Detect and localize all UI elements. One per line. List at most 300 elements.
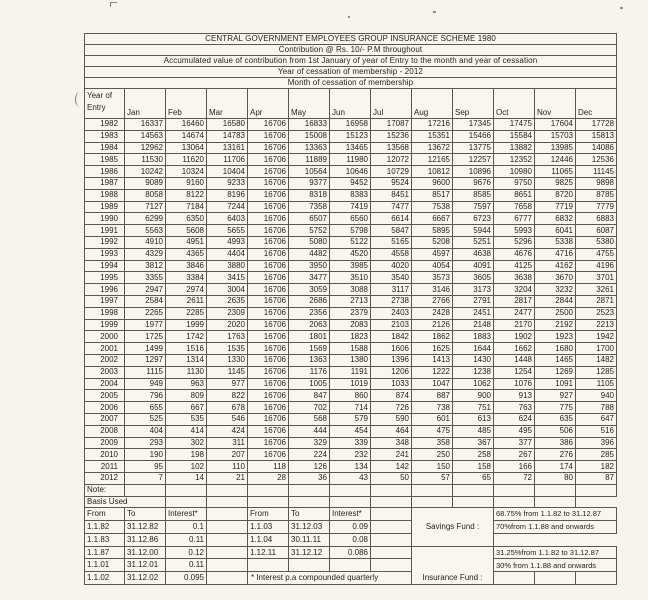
value-cell: 1130 bbox=[166, 366, 207, 378]
value-cell: 414 bbox=[166, 425, 207, 437]
value-cell: 396 bbox=[576, 437, 617, 449]
interest1-rate: 0.11 bbox=[166, 559, 207, 572]
value-cell: 5165 bbox=[371, 236, 412, 248]
value-cell: 2126 bbox=[412, 319, 453, 331]
value-cell: 16706 bbox=[248, 130, 289, 142]
value-cell: 6883 bbox=[576, 213, 617, 225]
value-cell: 678 bbox=[207, 402, 248, 414]
value-cell: 3540 bbox=[371, 272, 412, 284]
value-cell: 285 bbox=[576, 449, 617, 461]
value-cell: 3605 bbox=[453, 272, 494, 284]
value-cell: 11706 bbox=[207, 154, 248, 166]
value-cell: 5380 bbox=[576, 236, 617, 248]
value-cell: 3573 bbox=[412, 272, 453, 284]
value-cell: 601 bbox=[412, 413, 453, 425]
value-cell: 16706 bbox=[248, 142, 289, 154]
value-cell: 1285 bbox=[576, 366, 617, 378]
value-cell: 2356 bbox=[289, 307, 330, 319]
value-cell: 1569 bbox=[289, 343, 330, 355]
value-cell: 329 bbox=[289, 437, 330, 449]
value-cell: 16706 bbox=[248, 354, 289, 366]
table-row bbox=[85, 260, 617, 272]
savings-fund-rate-2: 70%from 1.1.88 and onwards bbox=[494, 521, 617, 534]
value-cell: 80 bbox=[535, 472, 576, 484]
value-cell: 1499 bbox=[125, 343, 166, 355]
table-row bbox=[85, 366, 617, 378]
value-cell: 475 bbox=[412, 425, 453, 437]
value-cell: 1862 bbox=[412, 331, 453, 343]
value-cell: 2083 bbox=[330, 319, 371, 331]
value-cell: 14674 bbox=[166, 130, 207, 142]
value-cell: 311 bbox=[207, 437, 248, 449]
value-cell: 444 bbox=[289, 425, 330, 437]
value-cell: 3355 bbox=[125, 272, 166, 284]
value-cell: 21 bbox=[207, 472, 248, 484]
value-cell: 95 bbox=[125, 461, 166, 473]
table-row bbox=[85, 307, 617, 319]
value-cell: 454 bbox=[330, 425, 371, 437]
value-cell: 10564 bbox=[289, 166, 330, 178]
value-cell: 16460 bbox=[166, 119, 207, 131]
value-cell: 7538 bbox=[412, 201, 453, 213]
year-cell: 1997 bbox=[85, 295, 125, 307]
interest1-rate: 0.095 bbox=[166, 572, 207, 585]
year-cell: 2004 bbox=[85, 378, 125, 390]
interest2-from: 1.12.11 bbox=[248, 546, 289, 559]
footer-section bbox=[85, 484, 617, 584]
value-cell: 5655 bbox=[207, 225, 248, 237]
year-cell: 1993 bbox=[85, 248, 125, 260]
value-cell: 15123 bbox=[330, 130, 371, 142]
value-cell: 15466 bbox=[453, 130, 494, 142]
title-row bbox=[85, 34, 617, 45]
value-cell: 6667 bbox=[412, 213, 453, 225]
value-cell: 5944 bbox=[453, 225, 494, 237]
value-cell: 16706 bbox=[248, 307, 289, 319]
value-cell: 8451 bbox=[371, 189, 412, 201]
month-header: Dec bbox=[576, 89, 617, 119]
value-cell: 5296 bbox=[494, 236, 535, 248]
savings-fund-label: Savings Fund : bbox=[412, 508, 494, 546]
value-cell: 190 bbox=[125, 449, 166, 461]
value-cell: 949 bbox=[125, 378, 166, 390]
interest1-to: 31.12.82 bbox=[125, 521, 166, 534]
value-cell: 424 bbox=[207, 425, 248, 437]
value-cell: 8383 bbox=[330, 189, 371, 201]
scan-speck bbox=[110, 2, 117, 7]
value-cell: 6614 bbox=[371, 213, 412, 225]
value-cell: 36 bbox=[289, 472, 330, 484]
table-row bbox=[85, 331, 617, 343]
value-cell: 10242 bbox=[125, 166, 166, 178]
value-cell: 1363 bbox=[289, 354, 330, 366]
value-cell: 977 bbox=[207, 378, 248, 390]
interest1-to: 31.12.86 bbox=[125, 533, 166, 546]
value-cell: 667 bbox=[166, 402, 207, 414]
value-cell: 788 bbox=[576, 402, 617, 414]
value-cell: 4716 bbox=[535, 248, 576, 260]
value-cell: 546 bbox=[207, 413, 248, 425]
value-cell: 3173 bbox=[453, 284, 494, 296]
value-cell: 258 bbox=[453, 449, 494, 461]
value-cell: 1145 bbox=[207, 366, 248, 378]
table-row bbox=[85, 354, 617, 366]
value-cell: 822 bbox=[207, 390, 248, 402]
value-cell: 15236 bbox=[371, 130, 412, 142]
value-cell: 7658 bbox=[494, 201, 535, 213]
value-cell: 913 bbox=[494, 390, 535, 402]
value-cell: 3384 bbox=[166, 272, 207, 284]
value-cell: 1330 bbox=[207, 354, 248, 366]
value-cell: 2477 bbox=[494, 307, 535, 319]
table-row bbox=[85, 166, 617, 178]
value-cell: 5338 bbox=[535, 236, 576, 248]
value-cell: 8720 bbox=[535, 189, 576, 201]
value-cell: 1297 bbox=[125, 354, 166, 366]
value-cell: 10812 bbox=[412, 166, 453, 178]
value-cell: 7244 bbox=[207, 201, 248, 213]
value-cell: 102 bbox=[166, 461, 207, 473]
year-cell: 1990 bbox=[85, 213, 125, 225]
value-cell: 15351 bbox=[412, 130, 453, 142]
year-cell: 2010 bbox=[85, 449, 125, 461]
value-cell: 3812 bbox=[125, 260, 166, 272]
value-cell: 11980 bbox=[330, 154, 371, 166]
value-cell: 28 bbox=[248, 472, 289, 484]
year-cell: 2011 bbox=[85, 461, 125, 473]
value-cell: 15008 bbox=[289, 130, 330, 142]
year-cell: 2005 bbox=[85, 390, 125, 402]
basis-used-row bbox=[85, 496, 617, 508]
month-header: Jan bbox=[125, 89, 166, 119]
value-cell: 72 bbox=[494, 472, 535, 484]
value-cell: 1448 bbox=[494, 354, 535, 366]
value-cell: 1062 bbox=[453, 378, 494, 390]
value-cell: 1700 bbox=[576, 343, 617, 355]
value-cell: 5563 bbox=[125, 225, 166, 237]
column-header-row bbox=[85, 89, 617, 119]
value-cell: 1254 bbox=[494, 366, 535, 378]
table-row bbox=[85, 449, 617, 461]
value-cell: 15703 bbox=[535, 130, 576, 142]
value-cell: 2611 bbox=[166, 295, 207, 307]
year-cell: 1998 bbox=[85, 307, 125, 319]
value-cell: 4755 bbox=[576, 248, 617, 260]
value-cell: 3670 bbox=[535, 272, 576, 284]
interest-row bbox=[85, 546, 617, 559]
value-cell: 50 bbox=[371, 472, 412, 484]
interest2-to: 30.11.11 bbox=[289, 533, 330, 546]
table-row bbox=[85, 236, 617, 248]
value-cell: 5798 bbox=[330, 225, 371, 237]
insurance-fund-rate-2: 30% from 1.1.88 and onwards bbox=[494, 559, 617, 572]
value-cell: 13775 bbox=[453, 142, 494, 154]
year-cell: 1986 bbox=[85, 166, 125, 178]
value-cell: 16833 bbox=[289, 119, 330, 131]
value-cell: 16706 bbox=[248, 319, 289, 331]
subtitle-row bbox=[85, 45, 617, 56]
scan-speck bbox=[433, 11, 436, 13]
month-header: Oct bbox=[494, 89, 535, 119]
value-cell: 1076 bbox=[494, 378, 535, 390]
interest-row bbox=[85, 559, 617, 572]
description-row bbox=[85, 56, 617, 67]
interest2-from: 1.1.03 bbox=[248, 521, 289, 534]
value-cell: 267 bbox=[494, 449, 535, 461]
value-cell: 6832 bbox=[535, 213, 576, 225]
value-cell: 3004 bbox=[207, 284, 248, 296]
value-cell: 158 bbox=[453, 461, 494, 473]
value-cell: 485 bbox=[453, 425, 494, 437]
value-cell: 16706 bbox=[248, 378, 289, 390]
value-cell: 6403 bbox=[207, 213, 248, 225]
value-cell: 8585 bbox=[453, 189, 494, 201]
value-cell: 1206 bbox=[371, 366, 412, 378]
value-cell: 1923 bbox=[535, 331, 576, 343]
value-cell: 13363 bbox=[289, 142, 330, 154]
value-cell: 3510 bbox=[330, 272, 371, 284]
value-cell: 1535 bbox=[207, 343, 248, 355]
value-cell: 1091 bbox=[535, 378, 576, 390]
value-cell: 3477 bbox=[289, 272, 330, 284]
year-cell: 2006 bbox=[85, 402, 125, 414]
value-cell: 13985 bbox=[535, 142, 576, 154]
value-cell: 12072 bbox=[371, 154, 412, 166]
sheet-title: CENTRAL GOVERNMENT EMPLOYEES GROUP INSURANCE SCHEME 1980 bbox=[85, 34, 617, 45]
value-cell: 1222 bbox=[412, 366, 453, 378]
value-cell: 1238 bbox=[453, 366, 494, 378]
value-cell: 809 bbox=[166, 390, 207, 402]
value-cell: 4020 bbox=[371, 260, 412, 272]
interest2-rate: 0.086 bbox=[330, 546, 371, 559]
year-cell: 1994 bbox=[85, 260, 125, 272]
value-cell: 339 bbox=[330, 437, 371, 449]
value-cell: 7477 bbox=[371, 201, 412, 213]
value-cell: 11620 bbox=[166, 154, 207, 166]
value-cell: 3701 bbox=[576, 272, 617, 284]
value-cell: 1191 bbox=[330, 366, 371, 378]
year-cell: 1987 bbox=[85, 177, 125, 189]
value-cell: 16706 bbox=[248, 225, 289, 237]
value-cell: 3059 bbox=[289, 284, 330, 296]
value-cell: 2309 bbox=[207, 307, 248, 319]
year-cell: 2003 bbox=[85, 366, 125, 378]
value-cell: 16706 bbox=[248, 449, 289, 461]
value-cell: 1725 bbox=[125, 331, 166, 343]
value-cell: 2265 bbox=[125, 307, 166, 319]
month-header: Jul bbox=[371, 89, 412, 119]
table-row bbox=[85, 284, 617, 296]
value-cell: 182 bbox=[576, 461, 617, 473]
interest1-from: 1.1.87 bbox=[85, 546, 125, 559]
value-cell: 386 bbox=[535, 437, 576, 449]
value-cell: 16706 bbox=[248, 201, 289, 213]
value-cell: 4091 bbox=[453, 260, 494, 272]
note-label: Note: bbox=[85, 484, 125, 496]
value-cell: 1005 bbox=[289, 378, 330, 390]
value-cell: 16706 bbox=[248, 272, 289, 284]
value-cell: 6299 bbox=[125, 213, 166, 225]
value-cell: 16706 bbox=[248, 236, 289, 248]
month-header: Mar bbox=[207, 89, 248, 119]
value-cell: 4162 bbox=[535, 260, 576, 272]
value-cell: 3880 bbox=[207, 260, 248, 272]
month-header: Apr bbox=[248, 89, 289, 119]
value-cell: 12165 bbox=[412, 154, 453, 166]
value-cell: 9233 bbox=[207, 177, 248, 189]
value-cell: 14 bbox=[166, 472, 207, 484]
value-cell: 14563 bbox=[125, 130, 166, 142]
value-cell: 647 bbox=[576, 413, 617, 425]
value-cell: 7184 bbox=[166, 201, 207, 213]
interest-header-row bbox=[85, 508, 617, 521]
value-cell: 751 bbox=[453, 402, 494, 414]
value-cell: 13882 bbox=[494, 142, 535, 154]
value-cell: 1033 bbox=[371, 378, 412, 390]
value-cell: 2766 bbox=[412, 295, 453, 307]
interest-row bbox=[85, 572, 617, 585]
value-cell: 250 bbox=[412, 449, 453, 461]
value-cell: 4910 bbox=[125, 236, 166, 248]
value-cell: 16706 bbox=[248, 343, 289, 355]
value-cell: 16706 bbox=[248, 248, 289, 260]
value-cell: 377 bbox=[494, 437, 535, 449]
value-cell: 2451 bbox=[453, 307, 494, 319]
value-cell: 16706 bbox=[248, 413, 289, 425]
value-cell: 2063 bbox=[289, 319, 330, 331]
value-cell: 2103 bbox=[371, 319, 412, 331]
table-row bbox=[85, 189, 617, 201]
scan-speck bbox=[348, 16, 350, 18]
value-cell: 2170 bbox=[494, 319, 535, 331]
table-row bbox=[85, 472, 617, 484]
insurance-scheme-table bbox=[84, 33, 617, 585]
value-cell: 16706 bbox=[248, 390, 289, 402]
value-cell: 224 bbox=[289, 449, 330, 461]
value-cell: 15813 bbox=[576, 130, 617, 142]
value-cell: 655 bbox=[125, 402, 166, 414]
table-row bbox=[85, 130, 617, 142]
value-cell: 16706 bbox=[248, 402, 289, 414]
value-cell: 963 bbox=[166, 378, 207, 390]
value-cell: 464 bbox=[371, 425, 412, 437]
value-cell: 12257 bbox=[453, 154, 494, 166]
value-cell: 17216 bbox=[412, 119, 453, 131]
value-cell: 302 bbox=[166, 437, 207, 449]
year-cell: 1996 bbox=[85, 284, 125, 296]
month-header: Nov bbox=[535, 89, 576, 119]
table-row bbox=[85, 402, 617, 414]
value-cell: 65 bbox=[453, 472, 494, 484]
value-cell: 241 bbox=[371, 449, 412, 461]
value-cell: 4329 bbox=[125, 248, 166, 260]
value-cell: 6723 bbox=[453, 213, 494, 225]
table-row bbox=[85, 378, 617, 390]
value-cell: 2403 bbox=[371, 307, 412, 319]
value-cell: 87 bbox=[576, 472, 617, 484]
value-cell: 2523 bbox=[576, 307, 617, 319]
value-cell: 348 bbox=[371, 437, 412, 449]
value-cell: 17345 bbox=[453, 119, 494, 131]
value-cell: 16580 bbox=[207, 119, 248, 131]
value-cell: 3088 bbox=[330, 284, 371, 296]
value-cell: 3846 bbox=[166, 260, 207, 272]
note-row bbox=[85, 484, 617, 496]
value-cell: 775 bbox=[535, 402, 576, 414]
interest1-from: 1.1.01 bbox=[85, 559, 125, 572]
table-row bbox=[85, 272, 617, 284]
value-cell: 12352 bbox=[494, 154, 535, 166]
value-cell: 293 bbox=[125, 437, 166, 449]
interest1-to: 31.12.00 bbox=[125, 546, 166, 559]
value-cell: 4404 bbox=[207, 248, 248, 260]
cessation-month-row bbox=[85, 78, 617, 89]
table-row bbox=[85, 437, 617, 449]
value-cell: 4482 bbox=[289, 248, 330, 260]
value-cell: 1977 bbox=[125, 319, 166, 331]
table-row bbox=[85, 142, 617, 154]
value-cell: 13672 bbox=[412, 142, 453, 154]
value-cell: 1942 bbox=[576, 331, 617, 343]
value-cell: 1516 bbox=[166, 343, 207, 355]
value-cell: 940 bbox=[576, 390, 617, 402]
value-cell: 887 bbox=[412, 390, 453, 402]
insurance-fund-label: Insurance Fund : bbox=[412, 546, 494, 584]
year-cell: 1989 bbox=[85, 201, 125, 213]
value-cell: 16958 bbox=[330, 119, 371, 131]
value-cell: 16706 bbox=[248, 284, 289, 296]
value-cell: 6041 bbox=[535, 225, 576, 237]
value-cell: 16706 bbox=[248, 154, 289, 166]
year-cell: 1988 bbox=[85, 189, 125, 201]
value-cell: 568 bbox=[289, 413, 330, 425]
value-cell: 7597 bbox=[453, 201, 494, 213]
interest1-rate-header: Interest* bbox=[166, 508, 207, 521]
value-cell: 1269 bbox=[535, 366, 576, 378]
value-cell: 10404 bbox=[207, 166, 248, 178]
value-cell: 506 bbox=[535, 425, 576, 437]
value-cell: 16706 bbox=[248, 260, 289, 272]
value-cell: 2871 bbox=[576, 295, 617, 307]
value-cell: 9377 bbox=[289, 177, 330, 189]
interest-row bbox=[85, 521, 617, 534]
table-row bbox=[85, 319, 617, 331]
table-row bbox=[85, 119, 617, 131]
value-cell: 7127 bbox=[125, 201, 166, 213]
value-cell: 2791 bbox=[453, 295, 494, 307]
value-cell: 10896 bbox=[453, 166, 494, 178]
value-cell: 2947 bbox=[125, 284, 166, 296]
value-cell: 900 bbox=[453, 390, 494, 402]
interest2-to: 31.12.03 bbox=[289, 521, 330, 534]
value-cell: 6350 bbox=[166, 213, 207, 225]
value-cell: 10729 bbox=[371, 166, 412, 178]
value-cell: 525 bbox=[125, 413, 166, 425]
value-cell: 702 bbox=[289, 402, 330, 414]
value-cell: 535 bbox=[166, 413, 207, 425]
value-cell: 2500 bbox=[535, 307, 576, 319]
value-cell: 927 bbox=[535, 390, 576, 402]
interest2-to-header: To bbox=[289, 508, 330, 521]
year-cell: 1984 bbox=[85, 142, 125, 154]
value-cell: 11530 bbox=[125, 154, 166, 166]
value-cell: 207 bbox=[207, 449, 248, 461]
value-cell: 1606 bbox=[371, 343, 412, 355]
interest1-rate: 0.1 bbox=[166, 521, 207, 534]
value-cell: 1680 bbox=[535, 343, 576, 355]
interest1-rate: 0.11 bbox=[166, 533, 207, 546]
value-cell: 1999 bbox=[166, 319, 207, 331]
